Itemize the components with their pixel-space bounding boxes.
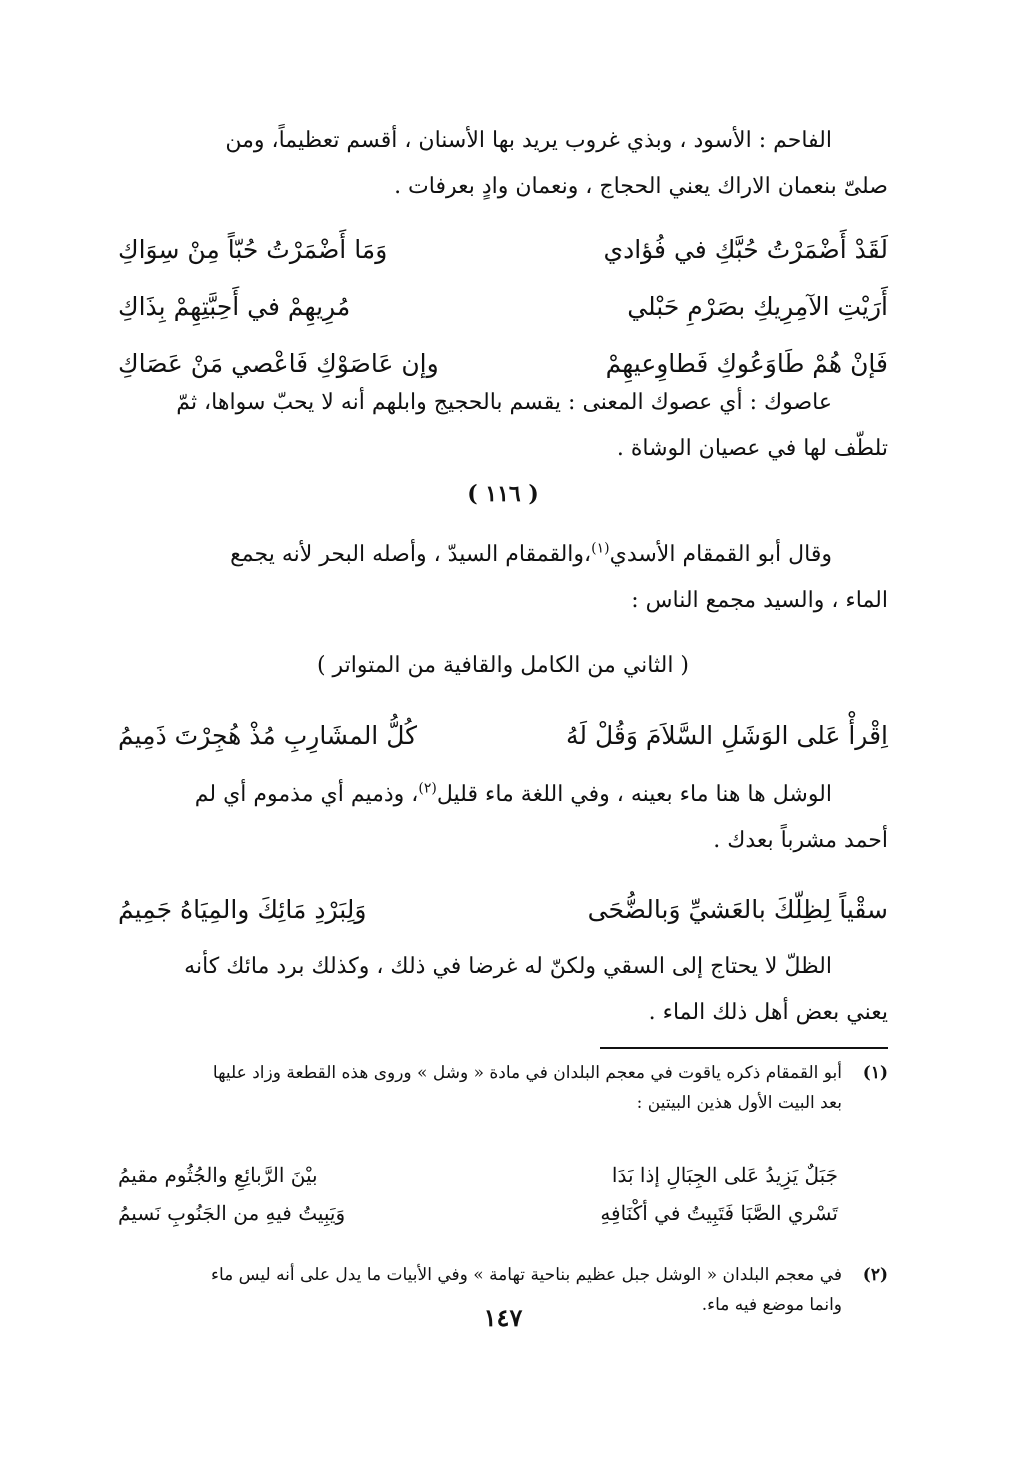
text-line: أحمد مشرباً بعدك . xyxy=(713,828,888,853)
verse-first-hemistich: أَرَيْتِ الآمِرِيكِ بصَرْمِ حَبْلي xyxy=(627,292,888,321)
text-line: صلىّ بنعمان الاراك يعني الحجاج ، ونعمان وادٍ بعرفات . xyxy=(394,174,888,199)
footnote-separator xyxy=(600,1047,888,1049)
footnote-1 xyxy=(118,1058,888,1118)
text-line: الفاحم : الأسود ، وبذي غروب يريد بها الأسنان ، أقسم تعظيماً، ومن xyxy=(225,128,832,153)
introduction-paragraph xyxy=(118,532,888,624)
text-line xyxy=(118,532,888,578)
verse-first-hemistich: تَسْري الصَّبَا فَتَبِيتُ في أكْنَافِهِ xyxy=(600,1201,838,1225)
verse-first-hemistich: سقْياً لِظِلّكَ بالعَشيِّ وَبالضُّحَى xyxy=(587,895,888,924)
footnote-line: في معجم البلدان « الوشل جبل عظيم بناحية تهامة » وفي الأبيات ما يدل على أنه ليس ماء xyxy=(211,1265,842,1285)
text-segment: الوشل ها هنا ماء بعينه ، وفي اللغة ماء قليل xyxy=(436,782,832,807)
footnote-verse xyxy=(118,1196,838,1230)
text-line: عاصوك : أي عصوك المعنى : يقسم بالحجيج وابلهم أنه لا يحبّ سواها، ثمّ xyxy=(176,390,832,415)
poem-verse xyxy=(118,710,888,762)
commentary-paragraph-1 xyxy=(118,118,888,210)
text-segment: ، وذميم أي مذموم أي لم xyxy=(194,782,419,807)
poem-verse xyxy=(118,224,888,276)
footnote-line: وانما موضع فيه ماء. xyxy=(701,1295,842,1315)
text-segment: وقال أبو القمقام الأسدي xyxy=(609,542,832,567)
verse-first-hemistich: فَإنْ هُمْ طَاوَعُوكِ فَطاوِعيهِمْ xyxy=(605,349,888,378)
footnote-ref-2: (٢) xyxy=(418,780,437,797)
text-line: الماء ، والسيد مجمع الناس : xyxy=(631,588,888,613)
footnote-number: (٢) xyxy=(862,1265,888,1285)
poem-verse xyxy=(118,281,888,333)
verse-first-hemistich: جَبَلٌ يَزِيدُ عَلى الجِبَالِ إذا بَدَا xyxy=(611,1163,838,1187)
verse-second-hemistich: وإن عَاصَوْكِ فَاعْصي مَنْ عَصَاكِ xyxy=(118,349,439,378)
text-segment: ،والقمقام السيدّ ، وأصله البحر لأنه يجمع xyxy=(230,542,592,567)
verse-second-hemistich: بيْنَ الرَّبائِعِ والجُثُوم مقيمُ xyxy=(118,1163,318,1187)
meter-heading: ( الثاني من الكامل والقافية من المتواتر ) xyxy=(316,653,690,678)
footnote-number: (١) xyxy=(862,1063,888,1083)
footnote-ref-1: (١) xyxy=(591,540,610,557)
verse-second-hemistich: كُلُّ المشَارِبِ مُذْ هُجِرْتَ ذَمِيمُ xyxy=(118,721,418,750)
commentary-paragraph-3 xyxy=(118,772,888,864)
page-number: ١٤٧ xyxy=(483,1303,523,1332)
poem-verse xyxy=(118,884,888,936)
text-line: يعني بعض أهل ذلك الماء . xyxy=(648,1000,888,1025)
footnote-line: أبو القمقام ذكره ياقوت في معجم البلدان في مادة « وشل » وروى هذه القطعة وزاد عليها xyxy=(212,1063,842,1083)
footnote-verse xyxy=(118,1158,838,1192)
footnote-line: بعد البيت الأول هذين البيتين : xyxy=(636,1093,842,1113)
verse-second-hemistich: وَيَبِيتُ فيهِ من الجَنُوبِ نَسيمُ xyxy=(118,1201,346,1225)
verse-second-hemistich: وَمَا أَضْمَرْتُ حُبّاً مِنْ سِوَاكِ xyxy=(118,235,388,264)
text-line: تلطّف لها في عصيان الوشاة . xyxy=(616,436,888,461)
verse-first-hemistich: لَقَدْ أَضْمَرْتُ حُبَّكِ في فُؤادي xyxy=(603,235,888,264)
text-line: الظلّ لا يحتاج إلى السقي ولكنّ له غرضا في ذلك ، وكذلك برد مائك كأنه xyxy=(184,954,832,979)
commentary-paragraph-2 xyxy=(118,380,888,472)
verse-second-hemistich: مُرِيهِمْ في أَحِبَّتِهِمْ بِذَاكِ xyxy=(118,292,351,321)
section-number: ( ١١٦ ) xyxy=(467,481,539,507)
commentary-paragraph-4 xyxy=(118,944,888,1036)
text-line xyxy=(118,772,888,818)
verse-second-hemistich: وَلِبَرْدِ مَائِكَ والمِيَاهُ جَمِيمُ xyxy=(118,895,367,924)
verse-first-hemistich: اِقْرأْ عَلى الوَشَلِ السَّلاَمَ وَقُلْ لَهُ xyxy=(566,721,888,750)
